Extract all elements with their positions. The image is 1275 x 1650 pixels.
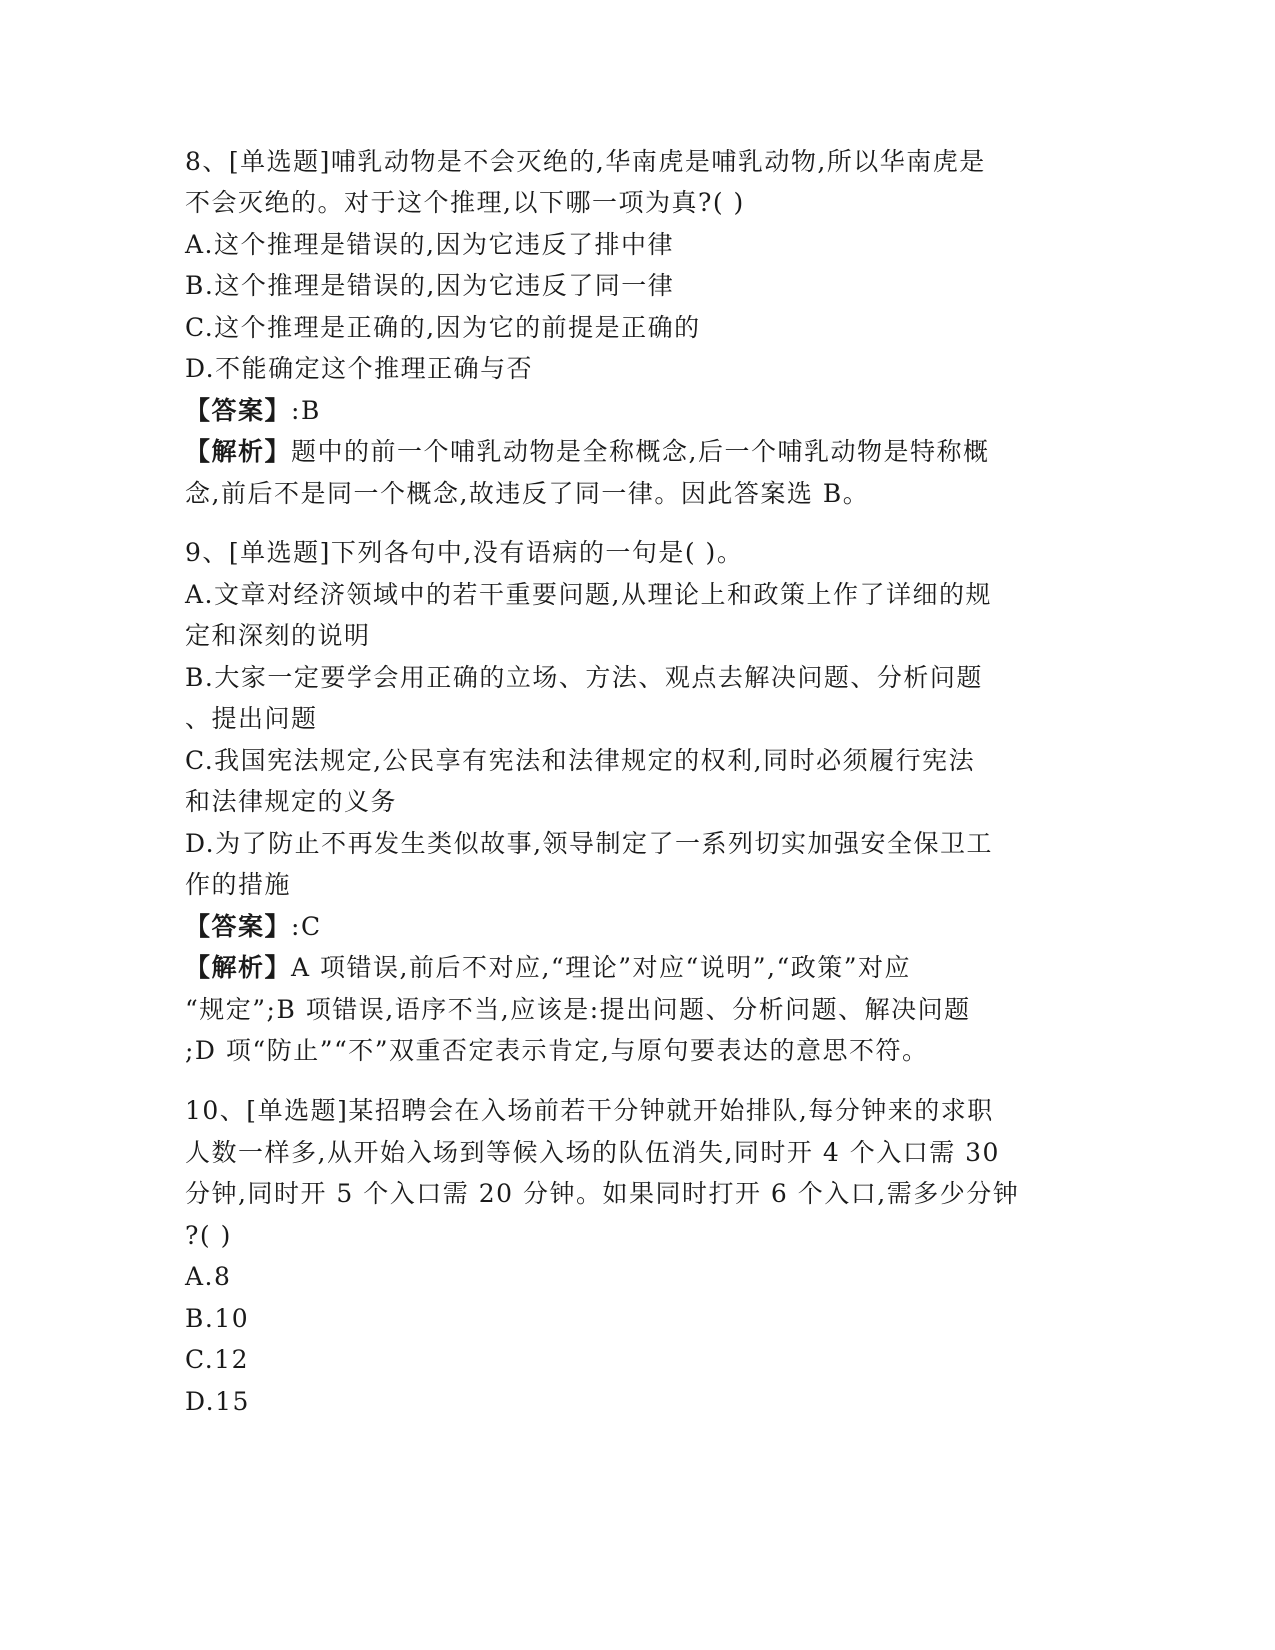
question-8-option-a: A.这个推理是错误的,因为它违反了排中律 <box>185 230 674 259</box>
question-9-option-a-line-2: 定和深刻的说明 <box>185 621 371 650</box>
question-9-analysis-line-2: “规定”;B 项错误,语序不当,应该是:提出问题、分析问题、解决问题 <box>185 995 971 1024</box>
question-10-stem-line-3: 分钟,同时开 5 个入口需 20 分钟。如果同时打开 6 个入口,需多少分钟 <box>185 1179 1020 1208</box>
question-10-stem-line-2: 人数一样多,从开始入场到等候入场的队伍消失,同时开 4 个入口需 30 <box>185 1138 1000 1167</box>
analysis-label: 【解析】 <box>185 953 292 982</box>
question-10-option-b: B.10 <box>185 1304 250 1333</box>
question-8-option-d: D.不能确定这个推理正确与否 <box>185 354 534 383</box>
question-9-analysis-line-3: ;D 项“防止”“不”双重否定表示肯定,与原句要表达的意思不符。 <box>185 1036 929 1065</box>
question-8-analysis-line-1 <box>185 437 989 467</box>
answer-label: 【答案】 <box>185 912 292 941</box>
question-9-option-d-line-1: D.为了防止不再发生类似故事,领导制定了一系列切实加强安全保卫工 <box>185 829 994 858</box>
question-10-stem-line-4: ?( ) <box>185 1221 232 1250</box>
question-9-option-d-line-2: 作的措施 <box>185 870 292 899</box>
answer-value: :B <box>291 396 321 425</box>
question-9-option-b-line-1: B.大家一定要学会用正确的立场、方法、观点去解决问题、分析问题 <box>185 663 983 692</box>
question-9-answer <box>185 912 322 942</box>
question-8-stem-line-2: 不会灭绝的。对于这个推理,以下哪一项为真?( ) <box>185 188 745 217</box>
question-8-option-b: B.这个推理是错误的,因为它违反了同一律 <box>185 271 675 300</box>
question-9-option-b-line-2: 、提出问题 <box>185 704 318 733</box>
question-8-stem-line-1: 8、[单选题]哺乳动物是不会灭绝的,华南虎是哺乳动物,所以华南虎是 <box>185 147 986 176</box>
answer-value: :C <box>291 912 322 941</box>
question-8-answer <box>185 396 321 426</box>
question-8-analysis-line-2: 念,前后不是同一个概念,故违反了同一律。因此答案选 B。 <box>185 479 870 508</box>
analysis-text: 题中的前一个哺乳动物是全称概念,后一个哺乳动物是特称概 <box>291 437 990 466</box>
question-9-option-a-line-1: A.文章对经济领域中的若干重要问题,从理论上和政策上作了详细的规 <box>185 580 992 609</box>
question-8-option-c: C.这个推理是正确的,因为它的前提是正确的 <box>185 313 701 342</box>
question-9-option-c-line-1: C.我国宪法规定,公民享有宪法和法律规定的权利,同时必须履行宪法 <box>185 746 976 775</box>
analysis-text: A 项错误,前后不对应,“理论”对应“说明”,“政策”对应 <box>291 953 912 982</box>
analysis-label: 【解析】 <box>185 437 292 466</box>
question-10-stem-line-1: 10、[单选题]某招聘会在入场前若干分钟就开始排队,每分钟来的求职 <box>185 1096 994 1125</box>
question-9-option-c-line-2: 和法律规定的义务 <box>185 787 398 816</box>
question-10-option-d: D.15 <box>185 1387 250 1416</box>
question-9-analysis-line-1 <box>185 953 911 983</box>
question-9-stem-line-1: 9、[单选题]下列各句中,没有语病的一句是( )。 <box>185 538 744 567</box>
question-10-option-c: C.12 <box>185 1345 249 1374</box>
question-10-option-a: A.8 <box>185 1262 232 1291</box>
answer-label: 【答案】 <box>185 396 292 425</box>
